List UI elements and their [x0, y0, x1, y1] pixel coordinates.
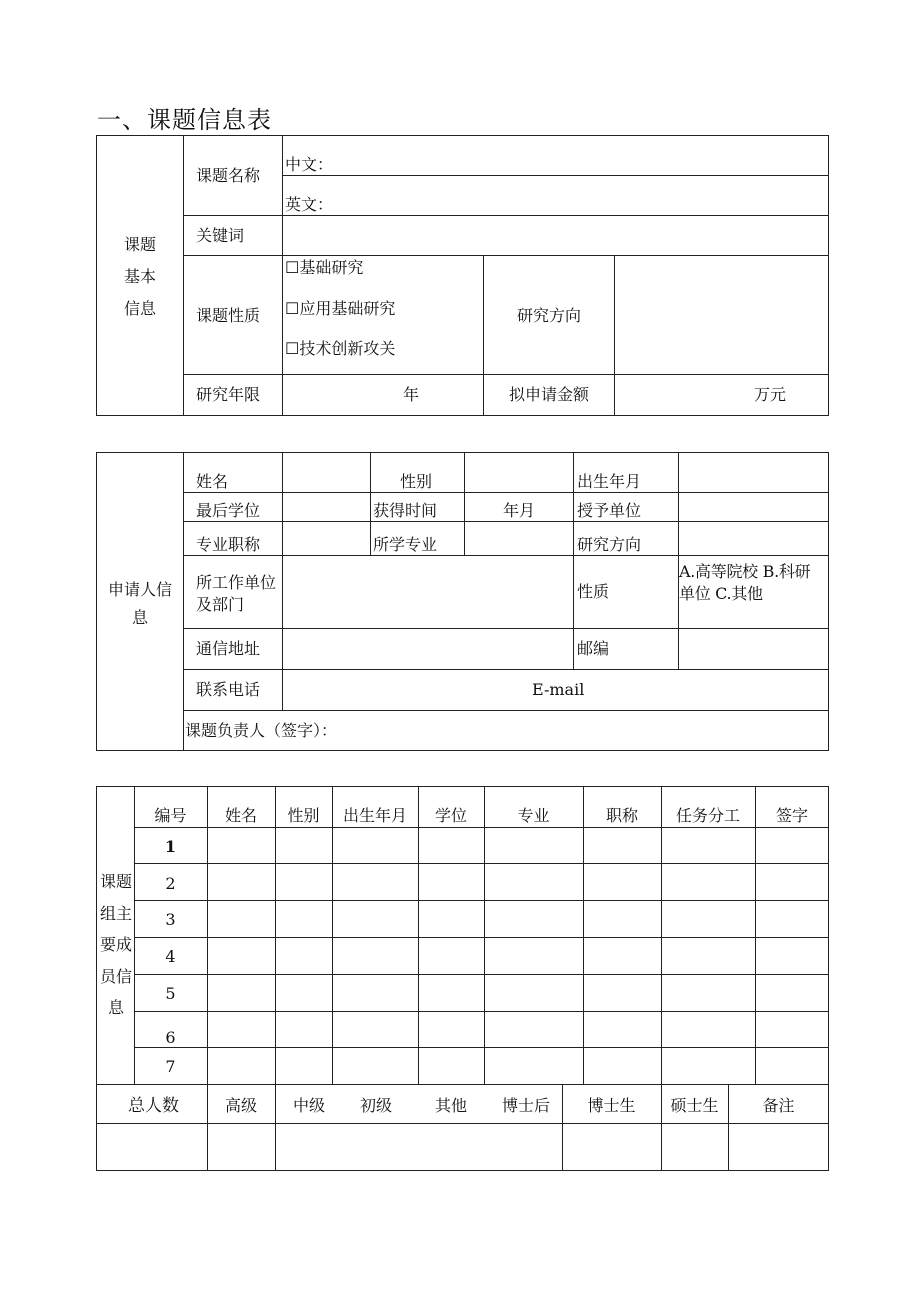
summary-header: 初级	[359, 1096, 392, 1115]
column-header: 编号	[154, 806, 187, 825]
member-cell[interactable]	[663, 865, 753, 898]
summary-value-cell[interactable]	[99, 1126, 204, 1168]
member-cell[interactable]	[663, 939, 753, 972]
leader-signature-label: 课题负责人（签字）：	[185, 721, 338, 740]
member-cell[interactable]	[277, 1013, 330, 1045]
summary-header: 其他	[434, 1096, 467, 1115]
professional-title-field[interactable]	[286, 525, 366, 551]
research-years-label: 研究年限	[196, 385, 261, 404]
member-cell[interactable]	[757, 939, 827, 972]
summary-header: 中级	[292, 1096, 325, 1115]
member-row-number: 3	[165, 910, 176, 929]
english-name-field[interactable]	[340, 180, 820, 212]
unit-nature-label: 性质	[577, 582, 610, 601]
birth-field[interactable]	[682, 456, 822, 488]
name-label: 姓名	[196, 472, 229, 491]
summary-header: 硕士生	[670, 1096, 719, 1115]
member-cell[interactable]	[663, 902, 753, 935]
summary-value-cell[interactable]	[210, 1126, 272, 1168]
summary-value-cell[interactable]	[664, 1126, 725, 1168]
summary-header: 博士后	[501, 1096, 550, 1115]
member-cell[interactable]	[757, 829, 827, 861]
postcode-field[interactable]	[682, 632, 822, 664]
member-cell[interactable]	[209, 829, 273, 861]
email-label: E-mail	[532, 680, 585, 699]
column-header: 学位	[434, 806, 467, 825]
research-direction-field[interactable]	[620, 260, 820, 368]
member-cell[interactable]	[757, 1013, 827, 1045]
member-cell[interactable]	[486, 939, 581, 972]
obtain-time-label: 获得时间	[373, 501, 438, 520]
amount-unit: 万元	[754, 385, 787, 404]
member-cell[interactable]	[757, 902, 827, 935]
name-field[interactable]	[286, 456, 366, 488]
member-cell[interactable]	[757, 865, 827, 898]
member-row-number: 4	[165, 947, 176, 966]
column-header: 性别	[287, 806, 320, 825]
member-cell[interactable]	[277, 939, 330, 972]
member-cell[interactable]	[757, 1049, 827, 1082]
member-cell[interactable]	[486, 902, 581, 935]
keywords-label: 关键词	[196, 226, 245, 245]
member-cell[interactable]	[486, 1049, 581, 1082]
column-header: 职称	[605, 806, 638, 825]
apply-amount-label: 拟申请金额	[508, 385, 589, 404]
phone-field[interactable]	[286, 673, 516, 705]
summary-header: 博士生	[587, 1096, 636, 1115]
column-header: 姓名	[224, 806, 257, 825]
degree-field[interactable]	[286, 495, 366, 519]
member-cell[interactable]	[757, 976, 827, 1009]
member-cell[interactable]	[209, 976, 273, 1009]
member-cell[interactable]	[663, 976, 753, 1009]
member-cell[interactable]	[420, 939, 482, 972]
address-field[interactable]	[286, 632, 568, 664]
member-cell[interactable]	[420, 865, 482, 898]
member-cell[interactable]	[209, 939, 273, 972]
member-cell[interactable]	[663, 1013, 753, 1045]
member-cell[interactable]	[486, 865, 581, 898]
member-cell[interactable]	[334, 976, 416, 1009]
member-cell[interactable]	[585, 829, 659, 861]
member-cell[interactable]	[420, 976, 482, 1009]
research-direction-label: 研究方向	[516, 306, 581, 325]
member-cell[interactable]	[334, 939, 416, 972]
project-nature-label: 课题性质	[196, 306, 261, 325]
summary-value-cell[interactable]	[731, 1126, 826, 1168]
email-field[interactable]	[600, 673, 820, 705]
postcode-label: 邮编	[577, 639, 610, 658]
member-cell[interactable]	[585, 902, 659, 935]
page-title: 一、课题信息表	[97, 106, 272, 134]
project-name-label: 课题名称	[196, 166, 261, 185]
member-cell[interactable]	[585, 1049, 659, 1082]
nature-option-tech-innovation[interactable]: ☐技术创新攻关	[285, 339, 396, 358]
address-label: 通信地址	[196, 639, 261, 658]
member-cell[interactable]	[486, 976, 581, 1009]
degree-label: 最后学位	[196, 501, 261, 520]
member-cell[interactable]	[486, 1013, 581, 1045]
member-cell[interactable]	[334, 829, 416, 861]
member-cell[interactable]	[277, 976, 330, 1009]
workplace-field[interactable]	[286, 560, 568, 624]
member-cell[interactable]	[277, 902, 330, 935]
column-header: 出生年月	[342, 806, 407, 825]
member-row-number: 1	[164, 837, 177, 856]
member-cell[interactable]	[420, 1013, 482, 1045]
summary-value-cell[interactable]	[278, 1126, 559, 1168]
member-cell[interactable]	[663, 1049, 753, 1082]
member-row-number: 6	[165, 1028, 176, 1047]
member-cell[interactable]	[209, 865, 273, 898]
member-row-number: 2	[165, 874, 176, 893]
member-cell[interactable]	[334, 1013, 416, 1045]
member-cell[interactable]	[585, 939, 659, 972]
member-cell[interactable]	[663, 829, 753, 861]
member-row-number: 5	[165, 984, 176, 1003]
member-cell[interactable]	[334, 902, 416, 935]
member-cell[interactable]	[334, 865, 416, 898]
nature-option-applied-research[interactable]: ☐应用基础研究	[285, 299, 396, 318]
grant-unit-label: 授予单位	[577, 501, 642, 520]
major-label: 所学专业	[373, 535, 438, 554]
professional-title-label: 专业职称	[196, 535, 261, 554]
applicant-direction-field[interactable]	[682, 525, 822, 551]
phone-label: 联系电话	[196, 680, 261, 699]
member-cell[interactable]	[209, 1013, 273, 1045]
member-cell[interactable]	[277, 829, 330, 861]
summary-value-cell[interactable]	[565, 1126, 658, 1168]
member-cell[interactable]	[585, 1013, 659, 1045]
member-cell[interactable]	[420, 829, 482, 861]
summary-header: 总人数	[128, 1096, 179, 1116]
member-cell[interactable]	[585, 976, 659, 1009]
member-cell[interactable]	[334, 1049, 416, 1082]
member-row-number: 7	[165, 1057, 176, 1076]
basic-info-group-label: 课题 基本 信息	[123, 235, 156, 318]
member-cell[interactable]	[277, 1049, 330, 1082]
nature-option-basic-research[interactable]: ☐基础研究	[285, 258, 364, 277]
birth-label: 出生年月	[577, 472, 642, 491]
applicant-group-label: 申请人信 息	[107, 580, 172, 627]
keywords-field[interactable]	[290, 220, 820, 250]
applicant-direction-label: 研究方向	[577, 535, 642, 554]
member-cell[interactable]	[277, 865, 330, 898]
member-cell[interactable]	[420, 1049, 482, 1082]
chinese-name-label: 中文：	[285, 155, 334, 174]
member-cell[interactable]	[420, 902, 482, 935]
obtain-time-unit: 年月	[502, 501, 535, 520]
major-field[interactable]	[468, 525, 568, 551]
column-header: 任务分工	[675, 806, 740, 825]
member-cell[interactable]	[209, 1049, 273, 1082]
member-cell[interactable]	[486, 829, 581, 861]
workplace-label: 所工作单位 及部门	[196, 573, 277, 614]
gender-label: 性别	[400, 472, 433, 491]
chinese-name-field[interactable]	[340, 140, 820, 172]
team-group-label: 课题 组主 要成 员信 息	[99, 872, 132, 1017]
english-name-label: 英文：	[285, 195, 334, 214]
unit-nature-options: A.高等院校 B.科研 单位 C.其他	[679, 562, 811, 603]
column-header: 专业	[517, 806, 550, 825]
grant-unit-field[interactable]	[682, 495, 822, 519]
member-cell[interactable]	[209, 902, 273, 935]
gender-field[interactable]	[468, 456, 568, 488]
column-header: 签字	[775, 806, 808, 825]
member-cell[interactable]	[585, 865, 659, 898]
summary-header: 高级	[224, 1096, 257, 1115]
years-unit: 年	[402, 385, 419, 404]
summary-header: 备注	[762, 1096, 795, 1115]
